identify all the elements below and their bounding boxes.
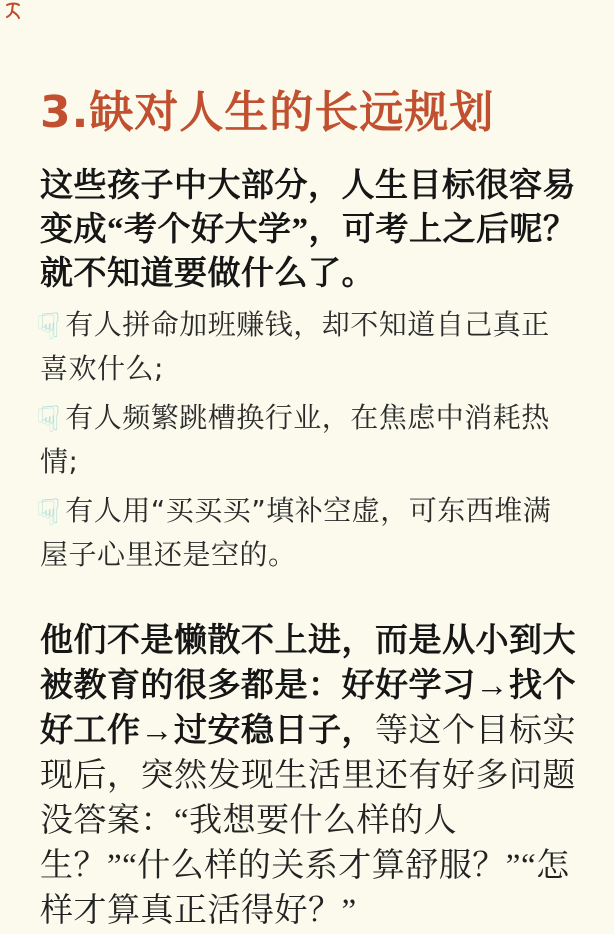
closing-paragraph-regular-text: 等这个目标实现后，突然发现生活里还有好多问题没答案：“我想要什么样的人生？”“什么样的关系才算舒服？”“怎样才算真正活得好？” bbox=[40, 713, 576, 929]
list-item bbox=[40, 396, 578, 484]
closing-paragraph bbox=[40, 619, 578, 934]
list-item bbox=[40, 303, 578, 391]
pointing-down-hand-icon: ☟ bbox=[40, 306, 62, 346]
intro-paragraph: 这些孩子中大部分，人生目标很容易变成“考个好大学”，可考上之后呢？就不知道要做什么了。 bbox=[40, 168, 577, 292]
list-item bbox=[40, 489, 578, 577]
pointing-down-hand-icon: ☟ bbox=[40, 492, 62, 532]
red-scribble-mark bbox=[5, 2, 21, 19]
list-item-text: 有人频繁跳槽换行业，在焦虑中消耗热情; bbox=[40, 401, 550, 478]
list-item-text: 有人用“买买买”填补空虚，可东西堆满屋子心里还是空的。 bbox=[40, 494, 552, 571]
page-title: 3.缺对人生的长远规划 bbox=[40, 87, 495, 138]
pointing-down-hand-icon: ☟ bbox=[40, 399, 62, 439]
bullet-list bbox=[40, 303, 578, 577]
list-item-text: 有人拼命加班赚钱，却不知道自己真正喜欢什么; bbox=[40, 308, 550, 385]
closing-paragraph-bold-text: 他们不是懒散不上进，而是从小到大被教育的很多都是：好好学习→找个好工作→过安稳日子， bbox=[40, 623, 576, 749]
